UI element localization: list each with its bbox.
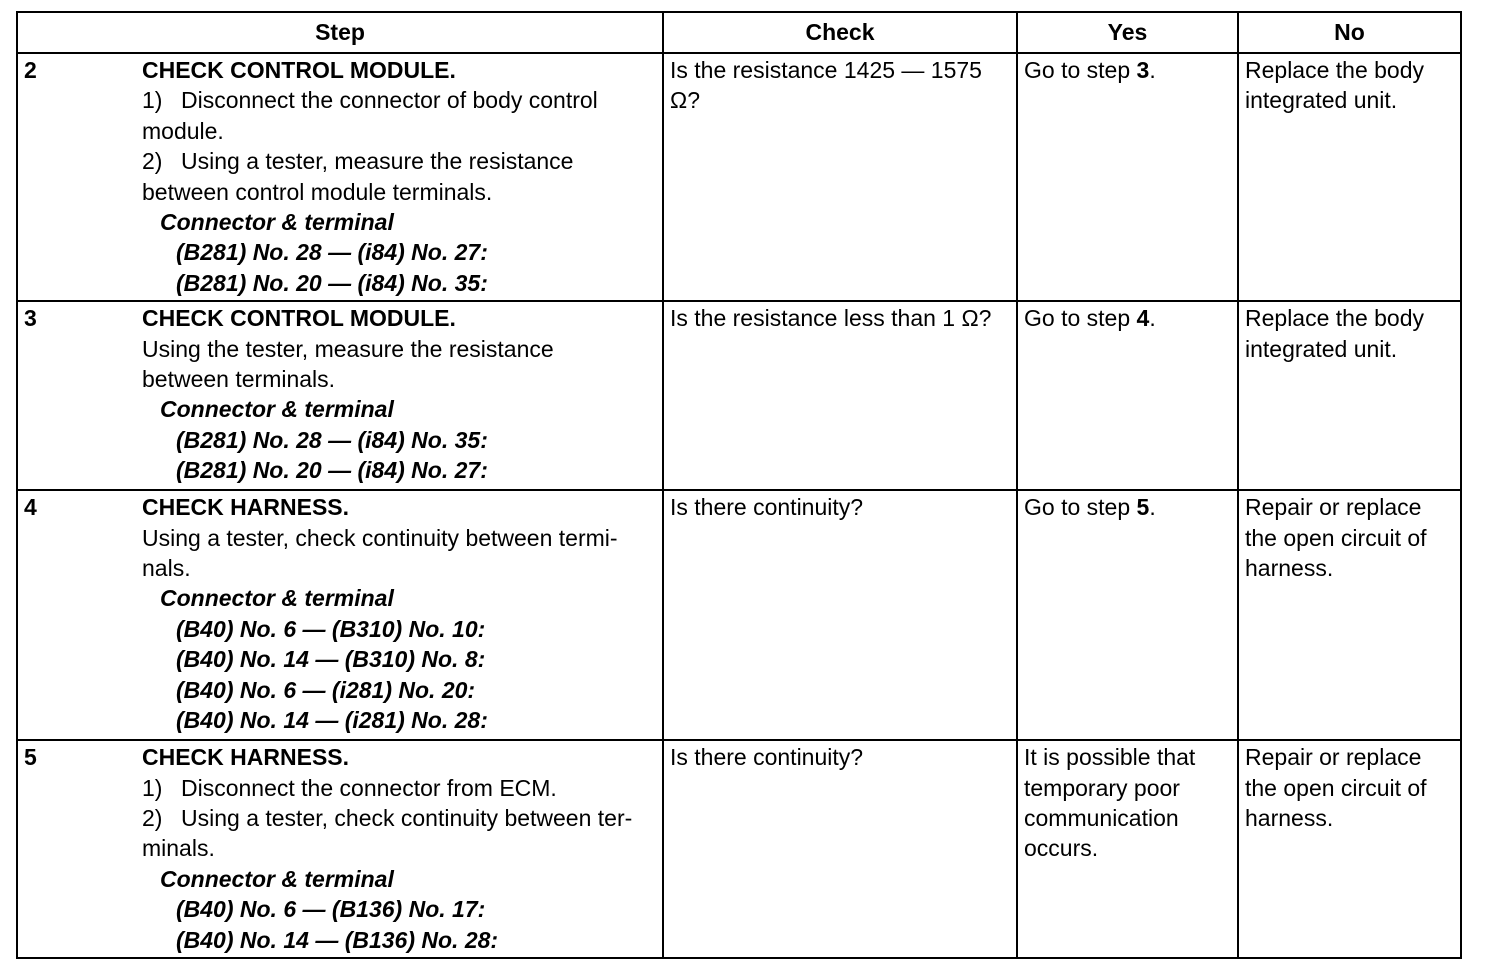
no-cell (1238, 53, 1461, 301)
yes-step-number: 3 (1136, 57, 1150, 83)
yes-step-number: 5 (1136, 494, 1150, 521)
no-text: Replace the body integrated unit. (1245, 305, 1425, 362)
step-number: 2 (24, 57, 37, 83)
connector-terminal-label: Connector & terminal (160, 865, 394, 892)
connector-terminal-pair: (B40) No. 14 — (B136) No. 28: (176, 926, 499, 953)
instruction-line (142, 773, 652, 803)
step-number: 4 (24, 494, 37, 521)
no-text: Replace the body integrated unit. (1245, 57, 1425, 114)
yes-cell (1017, 53, 1238, 301)
yes-text: It is possible that temporary poor communication occurs. (1024, 744, 1196, 862)
connector-terminal-pair: (B281) No. 28 — (i84) No. 35: (176, 426, 488, 453)
instruction-line (142, 146, 652, 176)
table-row (17, 740, 1461, 958)
no-text: Repair or replace the open circuit of harness. (1245, 494, 1427, 582)
connector-terminal-pair: (B281) No. 20 — (i84) No. 35: (176, 269, 488, 296)
yes-suffix: . (1149, 494, 1156, 521)
check-cell (663, 740, 1017, 958)
connector-terminal-label: Connector & terminal (160, 585, 394, 612)
step-title: CHECK CONTROL MODULE. (142, 305, 456, 332)
no-text: Repair or replace the open circuit of harness. (1245, 744, 1427, 832)
instruction-text: between control module terminals. (142, 178, 493, 205)
diagnostic-table (16, 11, 1462, 959)
connector-terminal-pair: (B40) No. 14 — (B310) No. 8: (176, 646, 486, 673)
yes-content (1018, 302, 1237, 335)
connector-terminal-pair: (B40) No. 6 — (B136) No. 17: (176, 896, 486, 923)
instruction-line (142, 523, 652, 553)
yes-cell (1017, 490, 1238, 740)
check-text: Is there continuity? (670, 494, 864, 521)
instruction-line (142, 334, 652, 364)
check-cell (663, 53, 1017, 301)
instruction-line (142, 553, 652, 583)
instruction-number: 2) (142, 805, 163, 832)
yes-text: Go to step (1024, 57, 1137, 83)
step-number: 3 (24, 305, 37, 332)
instruction-number: 2) (142, 148, 163, 175)
instruction-text: Using a tester, check continuity between termi- (142, 524, 618, 551)
step-number: 5 (24, 744, 37, 771)
no-cell (1238, 490, 1461, 740)
connector-terminal-pair: (B40) No. 6 — (i281) No. 20: (176, 676, 476, 703)
connector-terminal-label: Connector & terminal (160, 209, 394, 236)
instruction-line (142, 116, 652, 146)
instruction-text: Using a tester, measure the resistance (181, 148, 574, 175)
connector-terminal-label: Connector & terminal (160, 396, 394, 423)
connector-terminal-pair: (B40) No. 6 — (B310) No. 10: (176, 615, 486, 642)
yes-content (1018, 741, 1237, 866)
step-title: CHECK HARNESS. (142, 494, 350, 521)
yes-content (1018, 54, 1237, 87)
yes-suffix: . (1149, 57, 1156, 83)
instruction-text: minals. (142, 835, 215, 862)
table-body (17, 53, 1461, 958)
instruction-text: Using a tester, check continuity between ter- (181, 805, 633, 832)
instruction-text: nals. (142, 555, 191, 582)
no-cell (1238, 740, 1461, 958)
instruction-line (142, 803, 652, 833)
connector-terminal-pair: (B281) No. 20 — (i84) No. 27: (176, 457, 488, 484)
yes-text: Go to step (1024, 305, 1137, 332)
header-no: No (1238, 12, 1461, 53)
connector-terminal-pair: (B40) No. 14 — (i281) No. 28: (176, 707, 488, 734)
check-text: Is the resistance less than 1 Ω? (670, 305, 992, 332)
instruction-line (142, 364, 652, 394)
check-cell (663, 490, 1017, 740)
yes-cell (1017, 301, 1238, 490)
step-cell (17, 53, 663, 301)
yes-step-number: 4 (1136, 305, 1150, 332)
step-title: CHECK HARNESS. (142, 744, 350, 771)
yes-cell (1017, 740, 1238, 958)
table-row (17, 301, 1461, 490)
table-row (17, 490, 1461, 740)
step-cell (17, 301, 663, 490)
connector-terminal-pair: (B281) No. 28 — (i84) No. 27: (176, 239, 488, 266)
no-cell (1238, 301, 1461, 490)
header-row (17, 12, 1461, 53)
instruction-text: Disconnect the connector from ECM. (181, 774, 557, 801)
instruction-line (142, 833, 652, 863)
instruction-number: 1) (142, 87, 163, 114)
step-cell (17, 740, 663, 958)
instruction-text: module. (142, 117, 224, 144)
yes-text: Go to step (1024, 494, 1137, 521)
instruction-line (142, 85, 652, 115)
instruction-text: between terminals. (142, 366, 336, 393)
instruction-number: 1) (142, 774, 163, 801)
yes-content (1018, 491, 1237, 524)
check-text: Is there continuity? (670, 744, 864, 771)
header-check: Check (663, 12, 1017, 53)
table-row (17, 53, 1461, 301)
yes-suffix: . (1149, 305, 1156, 332)
header-step: Step (17, 12, 663, 53)
instruction-text: Disconnect the connector of body control (181, 87, 598, 114)
header-yes: Yes (1017, 12, 1238, 53)
step-title: CHECK CONTROL MODULE. (142, 57, 456, 83)
check-cell (663, 301, 1017, 490)
instruction-line (142, 177, 652, 207)
step-cell (17, 490, 663, 740)
check-text: Is the resistance 1425 — 1575 Ω? (670, 57, 982, 114)
instruction-text: Using the tester, measure the resistance (142, 335, 554, 362)
